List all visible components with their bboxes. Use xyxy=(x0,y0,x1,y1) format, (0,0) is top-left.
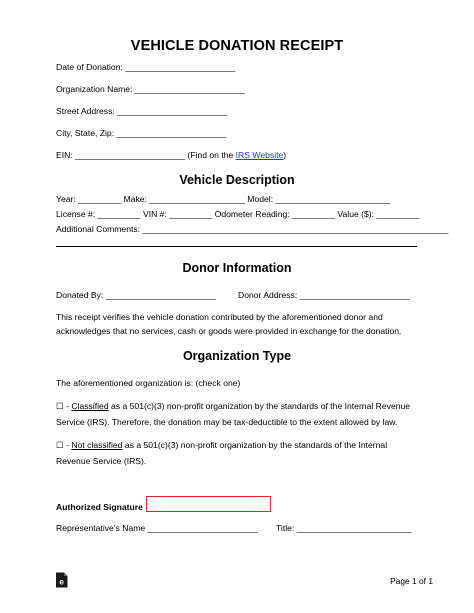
svg-text:e: e xyxy=(59,576,64,587)
not-classified-label: Not classified xyxy=(71,440,123,450)
receipt-statement-line-1: This receipt verifies the vehicle donation contributed by the aforementioned donor and xyxy=(56,312,383,322)
not-classified-text: as a 501(c)(3) non-profit organization by the standards of the Internal xyxy=(122,440,388,450)
donor-information-heading: Donor Information xyxy=(182,261,292,275)
ein-label[interactable]: EIN: _______________________ (Find on the xyxy=(56,150,236,160)
classified-checkbox[interactable]: ☐ xyxy=(56,401,64,411)
organization-name-field[interactable]: Organization Name: _______________________ xyxy=(56,84,245,94)
representative-title-field[interactable]: Title: ________________________ xyxy=(276,523,412,533)
authorized-signature-label: Authorized Signature xyxy=(56,502,143,512)
classified-option xyxy=(56,401,410,412)
vehicle-year-make-model-row[interactable]: Year: _________ Make: ____________________ Model: ________________________ xyxy=(56,194,391,204)
donor-address-field[interactable]: Donor Address: _______________________ xyxy=(238,290,410,300)
eforms-logo-icon xyxy=(55,572,68,588)
donated-by-field[interactable]: Donated By: _______________________ xyxy=(56,290,216,300)
option-dash: - xyxy=(63,440,72,450)
comments-extra-line[interactable] xyxy=(56,246,417,247)
ein-field[interactable] xyxy=(56,150,286,161)
additional-comments-field[interactable]: Additional Comments: ________________________________________________________________ xyxy=(56,224,449,234)
not-classified-option-line-2: Revenue Service (IRS). xyxy=(56,456,147,466)
date-of-donation-field[interactable]: Date of Donation: _______________________ xyxy=(56,62,236,72)
document-title: VEHICLE DONATION RECEIPT xyxy=(130,38,344,54)
vehicle-description-heading: Vehicle Description xyxy=(179,173,295,187)
organization-type-heading: Organization Type xyxy=(182,349,292,363)
not-classified-option xyxy=(56,440,387,451)
classified-option-line-2: Service (IRS). Therefore, the donation may be tax-deductible to the extent allowed by law. xyxy=(56,417,398,427)
classified-text: as a 501(c)(3) non-profit organization by the standards of the Internal Revenue xyxy=(108,401,411,411)
street-address-field[interactable]: Street Address: _______________________ xyxy=(56,106,228,116)
receipt-statement-line-2: acknowledges that no services, cash or goods were provided in exchange for the donation. xyxy=(56,326,402,336)
organization-type-intro: The aforementioned organization is: (check one) xyxy=(56,378,241,388)
signature-input-box[interactable] xyxy=(146,496,271,512)
irs-website-link[interactable]: IRS Website xyxy=(235,150,284,160)
representative-name-field[interactable]: Representative’s Name _______________________ xyxy=(56,523,258,533)
ein-suffix: ) xyxy=(283,150,287,160)
city-state-zip-field[interactable]: City, State, Zip: _______________________ xyxy=(56,128,227,138)
option-dash: - xyxy=(63,401,72,411)
not-classified-checkbox[interactable]: ☐ xyxy=(56,440,64,450)
vehicle-license-vin-row[interactable]: License #: _________ VIN #: _________ Odometer Reading: _________ Value ($): _________ xyxy=(56,209,420,219)
page-number: Page 1 of 1 xyxy=(390,576,433,586)
classified-label: Classified xyxy=(71,401,109,411)
